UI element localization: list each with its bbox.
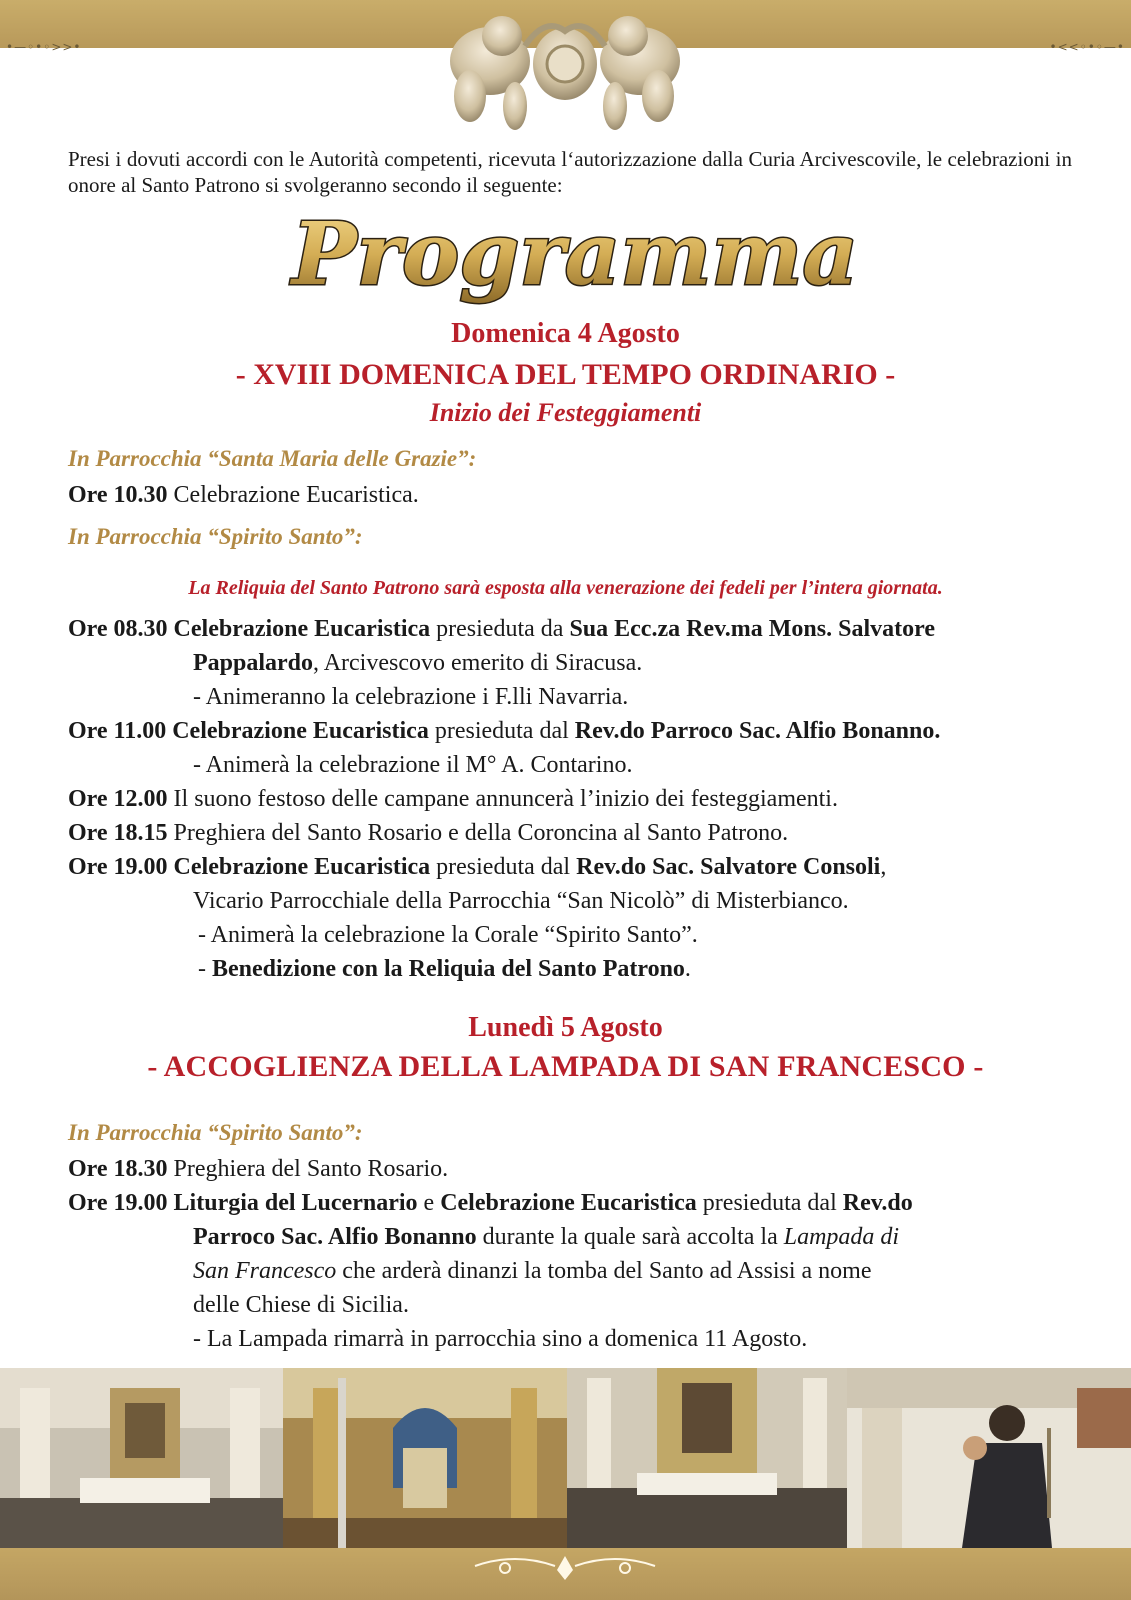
schedule-line [193, 646, 642, 680]
schedule-text: presieduta dal [436, 854, 571, 880]
schedule-text: Preghiera del Santo Rosario e della Coroncina al Santo Patrono. [173, 820, 789, 846]
schedule-bold: Liturgia del Lucernario [173, 1190, 418, 1216]
schedule-bold: Parroco Sac. Alfio Bonanno [193, 1224, 477, 1250]
svg-text:Programma: Programma [291, 204, 859, 305]
schedule-note: - La Lampada rimarrà in parrocchia sino a domenica 11 Agosto. [193, 1326, 808, 1352]
relic-notice: La Reliquia del Santo Patrono sarà esposta alla venerazione dei fedeli per l’intera giornata. [188, 577, 943, 599]
day1-date: Domenica 4 Agosto [451, 318, 680, 349]
schedule-bold: Pappalardo [193, 650, 314, 676]
schedule-text: presieduta dal [434, 718, 569, 744]
saint-statue-photo-4 [847, 1368, 1131, 1548]
schedule-bold: Celebrazione Eucaristica [172, 718, 429, 744]
schedule-line [193, 1254, 871, 1288]
schedule-note: - Animeranno la celebrazione i F.lli Navarria. [193, 684, 629, 710]
schedule-bold: Sua Ecc.za Rev.ma Mons. Salvatore [569, 616, 935, 642]
schedule-text: , [880, 854, 887, 880]
schedule-text: Preghiera del Santo Rosario. [173, 1156, 449, 1182]
schedule-line [68, 714, 940, 748]
church-interior-photo-1 [0, 1368, 283, 1548]
schedule-text: e [423, 1190, 435, 1216]
church-celebration-photo-3 [567, 1368, 847, 1548]
day2-subtitle: - ACCOGLIENZA DELLA LAMPADA DI SAN FRANCESCO - [147, 1050, 984, 1083]
schedule-time: Ore 18.30 [68, 1156, 168, 1182]
schedule-time: Ore 18.15 [68, 820, 168, 846]
top-left-ornament: •—◦•◦>>• [6, 40, 82, 54]
schedule-time: Ore 19.00 [68, 854, 168, 880]
schedule-bold: Benedizione con la Reliquia del Santo Patrono [212, 956, 685, 982]
schedule-bold: Rev.do Parroco Sac. Alfio Bonanno. [574, 718, 941, 744]
schedule-italic: San Francesco [193, 1258, 337, 1284]
schedule-line [68, 1186, 913, 1220]
parish-label: In Parrocchia “Santa Maria delle Grazie”: [68, 446, 477, 471]
schedule-italic: Lampada di [783, 1224, 900, 1250]
schedule-text: che arderà dinanzi la tomba del Santo ad Assisi a nome [342, 1258, 872, 1284]
schedule-time: Ore 19.00 [68, 1190, 168, 1216]
schedule-note: - Animerà la celebrazione il M° A. Contarino. [193, 752, 633, 778]
schedule-line [193, 1220, 899, 1254]
schedule-text: presieduta da [436, 616, 564, 642]
schedule-line [68, 850, 886, 884]
flourish-ornament-icon [465, 1548, 665, 1588]
schedule-bold: Rev.do [842, 1190, 913, 1216]
schedule-bold: Celebrazione Eucaristica [173, 854, 431, 880]
top-right-ornament: •<<◦•◦—• [1049, 40, 1125, 54]
schedule-bold: Celebrazione Eucaristica [173, 616, 431, 642]
schedule-time: Ore 10.30 [68, 482, 168, 508]
day1-feast-start: Inizio dei Festeggiamenti [429, 398, 702, 427]
church-altar-photo-2 [283, 1368, 567, 1548]
schedule-text: durante la quale sarà accolta la [482, 1224, 778, 1250]
schedule-note [198, 952, 691, 986]
schedule-line [68, 612, 935, 646]
schedule-time: Ore 11.00 [68, 718, 167, 744]
schedule-time: Ore 12.00 [68, 786, 168, 812]
schedule-text: presieduta dal [702, 1190, 837, 1216]
schedule-text: , Arcivescovo emerito di Siracusa. [313, 650, 643, 676]
church-photo-strip [0, 1368, 1131, 1548]
schedule-note: - Animerà la celebrazione la Corale “Spirito Santo”. [198, 922, 698, 948]
cherubs-ornament-icon [430, 6, 700, 138]
day2-date: Lunedì 5 Agosto [468, 1012, 663, 1043]
schedule-bold: Rev.do Sac. Salvatore Consoli [576, 854, 881, 880]
day1-subtitle: - XVIII DOMENICA DEL TEMPO ORDINARIO - [235, 358, 896, 391]
schedule-time: Ore 08.30 [68, 616, 168, 642]
schedule-bold: Celebrazione Eucaristica [440, 1190, 697, 1216]
schedule-text: Celebrazione Eucaristica. [173, 482, 419, 508]
intro-paragraph: Presi i dovuti accordi con le Autorità competenti, ricevuta l‘autorizzazione dalla Curia Arcivescovile, le celebrazioni in onore al Santo Patrono si svolgeranno secondo il seguente: [68, 147, 1072, 197]
schedule-line [68, 782, 838, 816]
schedule-line [68, 816, 788, 850]
schedule-line: Vicario Parrocchiale della Parrocchia “San Nicolò” di Misterbianco. [193, 888, 849, 914]
schedule-text: Il suono festoso delle campane annuncerà l’inizio dei festeggiamenti. [173, 786, 838, 812]
schedule-line: delle Chiese di Sicilia. [193, 1292, 409, 1318]
schedule-line [68, 1152, 448, 1186]
schedule-text: - [198, 956, 212, 982]
schedule-text: . [684, 956, 691, 982]
parish-label: In Parrocchia “Spirito Santo”: [68, 1120, 363, 1145]
schedule-line [68, 478, 419, 512]
parish-label: In Parrocchia “Spirito Santo”: [68, 524, 363, 549]
programma-title [291, 196, 859, 316]
